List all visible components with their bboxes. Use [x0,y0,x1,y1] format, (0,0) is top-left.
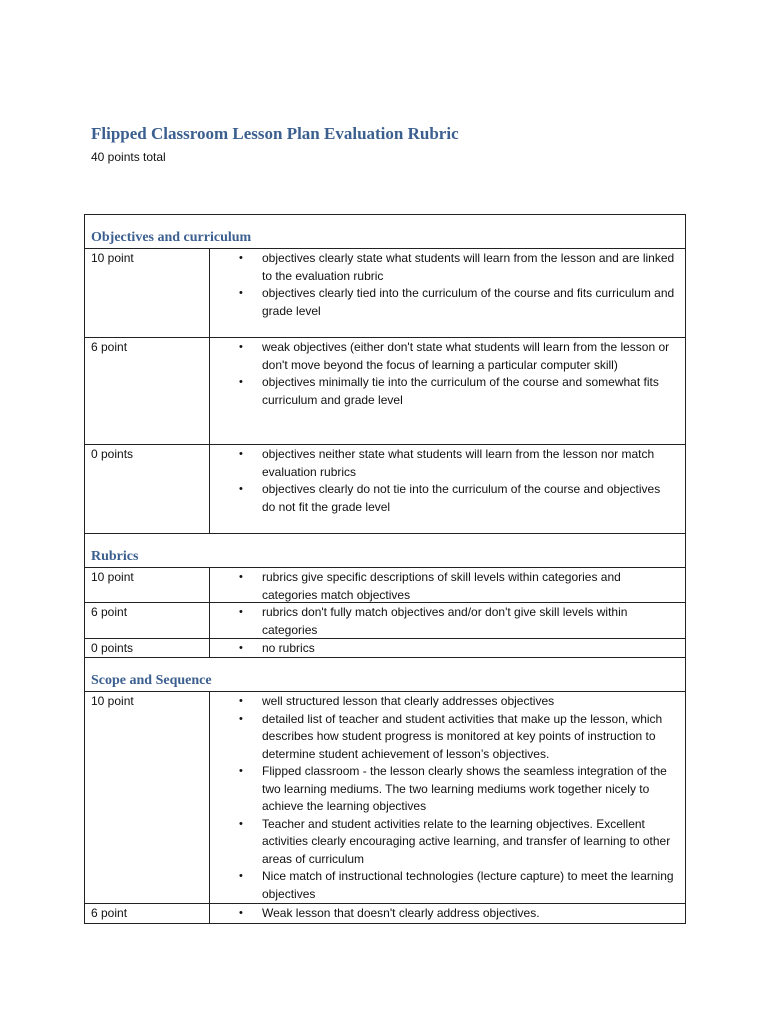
section-heading-objectives: Objectives and curriculum [85,215,685,249]
page-title: Flipped Classroom Lesson Plan Evaluation Rubric [91,124,459,143]
list-item: • no rubrics [210,640,675,658]
table-row [85,568,685,603]
rubric-table [84,214,686,924]
bullet-icon: • [239,571,243,583]
table-row [85,603,685,639]
list-item: • Weak lesson that doesn't clearly address objectives. [210,905,675,923]
table-row [85,445,685,534]
description-cell [210,639,685,657]
table-row [85,639,685,658]
list-item: • well structured lesson that clearly addresses objectives [210,693,675,711]
bullet-icon: • [239,483,243,495]
points-cell: 6 point [85,338,210,444]
list-item: • Flipped classroom - the lesson clearly shows the seamless integration of the two learning mediums. The two learning mediums work together nicely to achieve the learning objectives [239,764,667,813]
points-cell: 6 point [85,603,210,638]
points-cell: 10 point [85,568,210,602]
points-cell: 0 points [85,639,210,657]
bullet-icon: • [239,376,243,388]
table-row [85,692,685,904]
list-item: • objectives neither state what students will learn from the lesson nor match evaluation rubrics [239,447,655,479]
description-cell [210,568,685,602]
points-cell: 0 points [85,445,210,533]
bullet-icon: • [239,606,243,618]
list-item: • objectives clearly state what students will learn from the lesson and are linked to the evaluation rubric [239,251,675,283]
points-cell: 10 point [85,692,210,903]
section-heading-scope: Scope and Sequence [85,658,685,692]
section-heading-rubrics: Rubrics [85,534,685,568]
description-cell [210,692,685,903]
description-cell [210,338,685,444]
table-row [85,249,685,338]
list-item: • weak objectives (either don't state what students will learn from the lesson or don't move beyond the focus of learning a particular computer skill) [239,340,670,372]
bullet-icon: • [239,695,243,707]
points-cell: 6 point [85,904,210,923]
description-cell [210,603,685,638]
list-item: • Nice match of instructional technologies (lecture capture) to meet the learning objectives [239,869,674,901]
points-total: 40 points total [91,150,166,164]
points-cell: 10 point [85,249,210,337]
table-row [85,904,685,924]
bullet-icon: • [239,252,243,264]
list-item: • detailed list of teacher and student activities that make up the lesson, which describes how student progress is monitored at key points of instruction to determine student achievement of lesson’s objectives. [239,711,663,761]
table-row [85,338,685,445]
list-item: • objectives clearly tied into the curriculum of the course and fits curriculum and grade level [239,286,675,318]
bullet-icon: • [239,817,243,830]
bullet-icon: • [239,765,243,777]
list-item: • rubrics don't fully match objectives and/or don't give skill levels within categories [239,605,628,637]
bullet-icon: • [239,642,243,654]
bullet-icon: • [239,448,243,460]
bullet-icon: • [239,907,243,919]
description-cell [210,249,685,337]
bullet-icon: • [239,287,243,299]
list-item: • rubrics give specific descriptions of skill levels within categories and categories match objectives [239,570,621,602]
list-item: • objectives clearly do not tie into the curriculum of the course and objectives do not fit the grade level [239,482,661,514]
list-item: • Teacher and student activities relate to the learning objectives. Excellent activities clearly encouraging active learning, and transfer of learning to other areas of curriculum [239,816,671,866]
bullet-icon: • [239,870,243,882]
bullet-icon: • [239,341,243,353]
list-item: • objectives minimally tie into the curriculum of the course and somewhat fits curriculum and grade level [239,375,659,407]
description-cell [210,904,685,923]
description-cell [210,445,685,533]
bullet-icon: • [239,712,243,725]
